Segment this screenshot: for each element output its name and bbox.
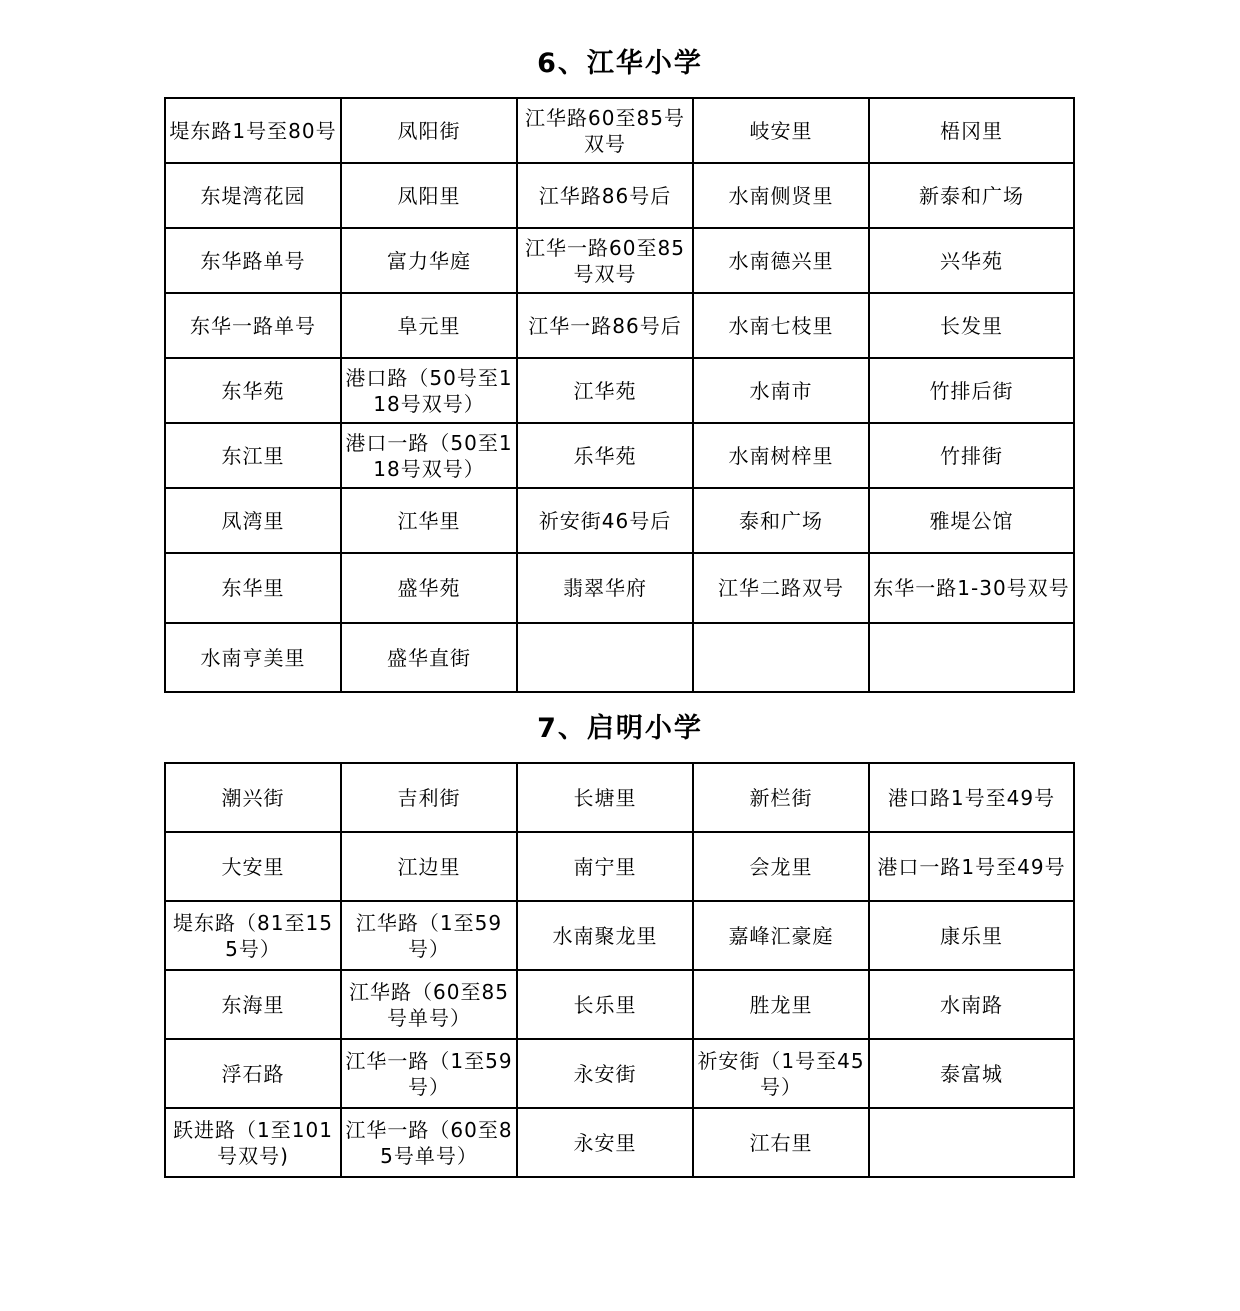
table-cell: 盛华苑 <box>341 553 517 623</box>
table-cell: 长乐里 <box>517 970 693 1039</box>
table-cell: 江华一路（60至85号单号） <box>341 1108 517 1177</box>
table-cell: 江华路60至85号双号 <box>517 98 693 163</box>
table-cell: 水南树梓里 <box>693 423 869 488</box>
table-cell: 兴华苑 <box>869 228 1074 293</box>
table-cell: 江华一路（1至59号） <box>341 1039 517 1108</box>
table-cell: 东堤湾花园 <box>165 163 341 228</box>
table-row <box>165 423 1074 488</box>
table-cell: 东海里 <box>165 970 341 1039</box>
table-cell: 凤阳街 <box>341 98 517 163</box>
table-cell: 东华一路1-30号双号 <box>869 553 1074 623</box>
table-cell: 富力华庭 <box>341 228 517 293</box>
table-cell: 翡翠华府 <box>517 553 693 623</box>
table-cell <box>869 623 1074 692</box>
table-cell: 祈安街46号后 <box>517 488 693 553</box>
table-cell: 大安里 <box>165 832 341 901</box>
table-cell: 康乐里 <box>869 901 1074 970</box>
table-row <box>165 358 1074 423</box>
table-cell: 江华路86号后 <box>517 163 693 228</box>
table-cell <box>869 1108 1074 1177</box>
table-cell <box>693 623 869 692</box>
table-cell: 东华里 <box>165 553 341 623</box>
table-cell: 跃进路（1至101号双号) <box>165 1108 341 1177</box>
table-cell: 江华二路双号 <box>693 553 869 623</box>
table-cell: 江华里 <box>341 488 517 553</box>
table-cell: 岐安里 <box>693 98 869 163</box>
street-table-qiming <box>164 762 1075 1178</box>
table-cell: 胜龙里 <box>693 970 869 1039</box>
table-row <box>165 1108 1074 1177</box>
table-row <box>165 763 1074 832</box>
table-row <box>165 1039 1074 1108</box>
table-cell: 港口路（50号至118号双号） <box>341 358 517 423</box>
table-cell: 凤阳里 <box>341 163 517 228</box>
table-cell: 江华路（1至59号） <box>341 901 517 970</box>
table-cell: 水南亨美里 <box>165 623 341 692</box>
table-cell: 凤湾里 <box>165 488 341 553</box>
table-cell: 新栏街 <box>693 763 869 832</box>
table-cell: 新泰和广场 <box>869 163 1074 228</box>
table-cell: 永安街 <box>517 1039 693 1108</box>
table-row <box>165 970 1074 1039</box>
table-cell: 水南市 <box>693 358 869 423</box>
table-row <box>165 623 1074 692</box>
section-title-qiming: 7、启明小学 <box>537 713 703 744</box>
table-cell: 水南路 <box>869 970 1074 1039</box>
table-row <box>165 832 1074 901</box>
table-cell: 吉利街 <box>341 763 517 832</box>
table-cell: 竹排街 <box>869 423 1074 488</box>
table-cell: 浮石路 <box>165 1039 341 1108</box>
table-cell: 江华一路60至85号双号 <box>517 228 693 293</box>
table-cell: 会龙里 <box>693 832 869 901</box>
table-cell: 永安里 <box>517 1108 693 1177</box>
table-row <box>165 488 1074 553</box>
table-cell: 港口路1号至49号 <box>869 763 1074 832</box>
table-cell: 泰富城 <box>869 1039 1074 1108</box>
table-cell: 梧冈里 <box>869 98 1074 163</box>
section-title-jianghua: 6、江华小学 <box>537 48 703 79</box>
table-cell: 长发里 <box>869 293 1074 358</box>
table-cell: 东华路单号 <box>165 228 341 293</box>
table-cell: 东华苑 <box>165 358 341 423</box>
table-cell: 江华路（60至85号单号） <box>341 970 517 1039</box>
street-table-jianghua <box>164 97 1075 693</box>
table-cell: 雅堤公馆 <box>869 488 1074 553</box>
table-cell <box>517 623 693 692</box>
table-cell: 泰和广场 <box>693 488 869 553</box>
table-cell: 潮兴街 <box>165 763 341 832</box>
table-cell: 江边里 <box>341 832 517 901</box>
table-cell: 南宁里 <box>517 832 693 901</box>
table-row <box>165 553 1074 623</box>
table-row <box>165 98 1074 163</box>
table-cell: 东江里 <box>165 423 341 488</box>
table-cell: 水南侧贤里 <box>693 163 869 228</box>
table-cell: 祈安街（1号至45号） <box>693 1039 869 1108</box>
table-cell: 江华一路86号后 <box>517 293 693 358</box>
table-cell: 乐华苑 <box>517 423 693 488</box>
table-cell: 水南七枝里 <box>693 293 869 358</box>
table-cell: 水南德兴里 <box>693 228 869 293</box>
table-row <box>165 901 1074 970</box>
table-cell: 盛华直街 <box>341 623 517 692</box>
table-cell: 东华一路单号 <box>165 293 341 358</box>
table-cell: 江华苑 <box>517 358 693 423</box>
table-cell: 堤东路1号至80号 <box>165 98 341 163</box>
table-row <box>165 228 1074 293</box>
table-cell: 阜元里 <box>341 293 517 358</box>
table-cell: 长塘里 <box>517 763 693 832</box>
table-row <box>165 293 1074 358</box>
table-cell: 江右里 <box>693 1108 869 1177</box>
table-cell: 港口一路1号至49号 <box>869 832 1074 901</box>
table-cell: 港口一路（50至118号双号） <box>341 423 517 488</box>
table-cell: 嘉峰汇豪庭 <box>693 901 869 970</box>
table-cell: 水南聚龙里 <box>517 901 693 970</box>
table-row <box>165 163 1074 228</box>
table-cell: 堤东路（81至155号） <box>165 901 341 970</box>
table-cell: 竹排后街 <box>869 358 1074 423</box>
